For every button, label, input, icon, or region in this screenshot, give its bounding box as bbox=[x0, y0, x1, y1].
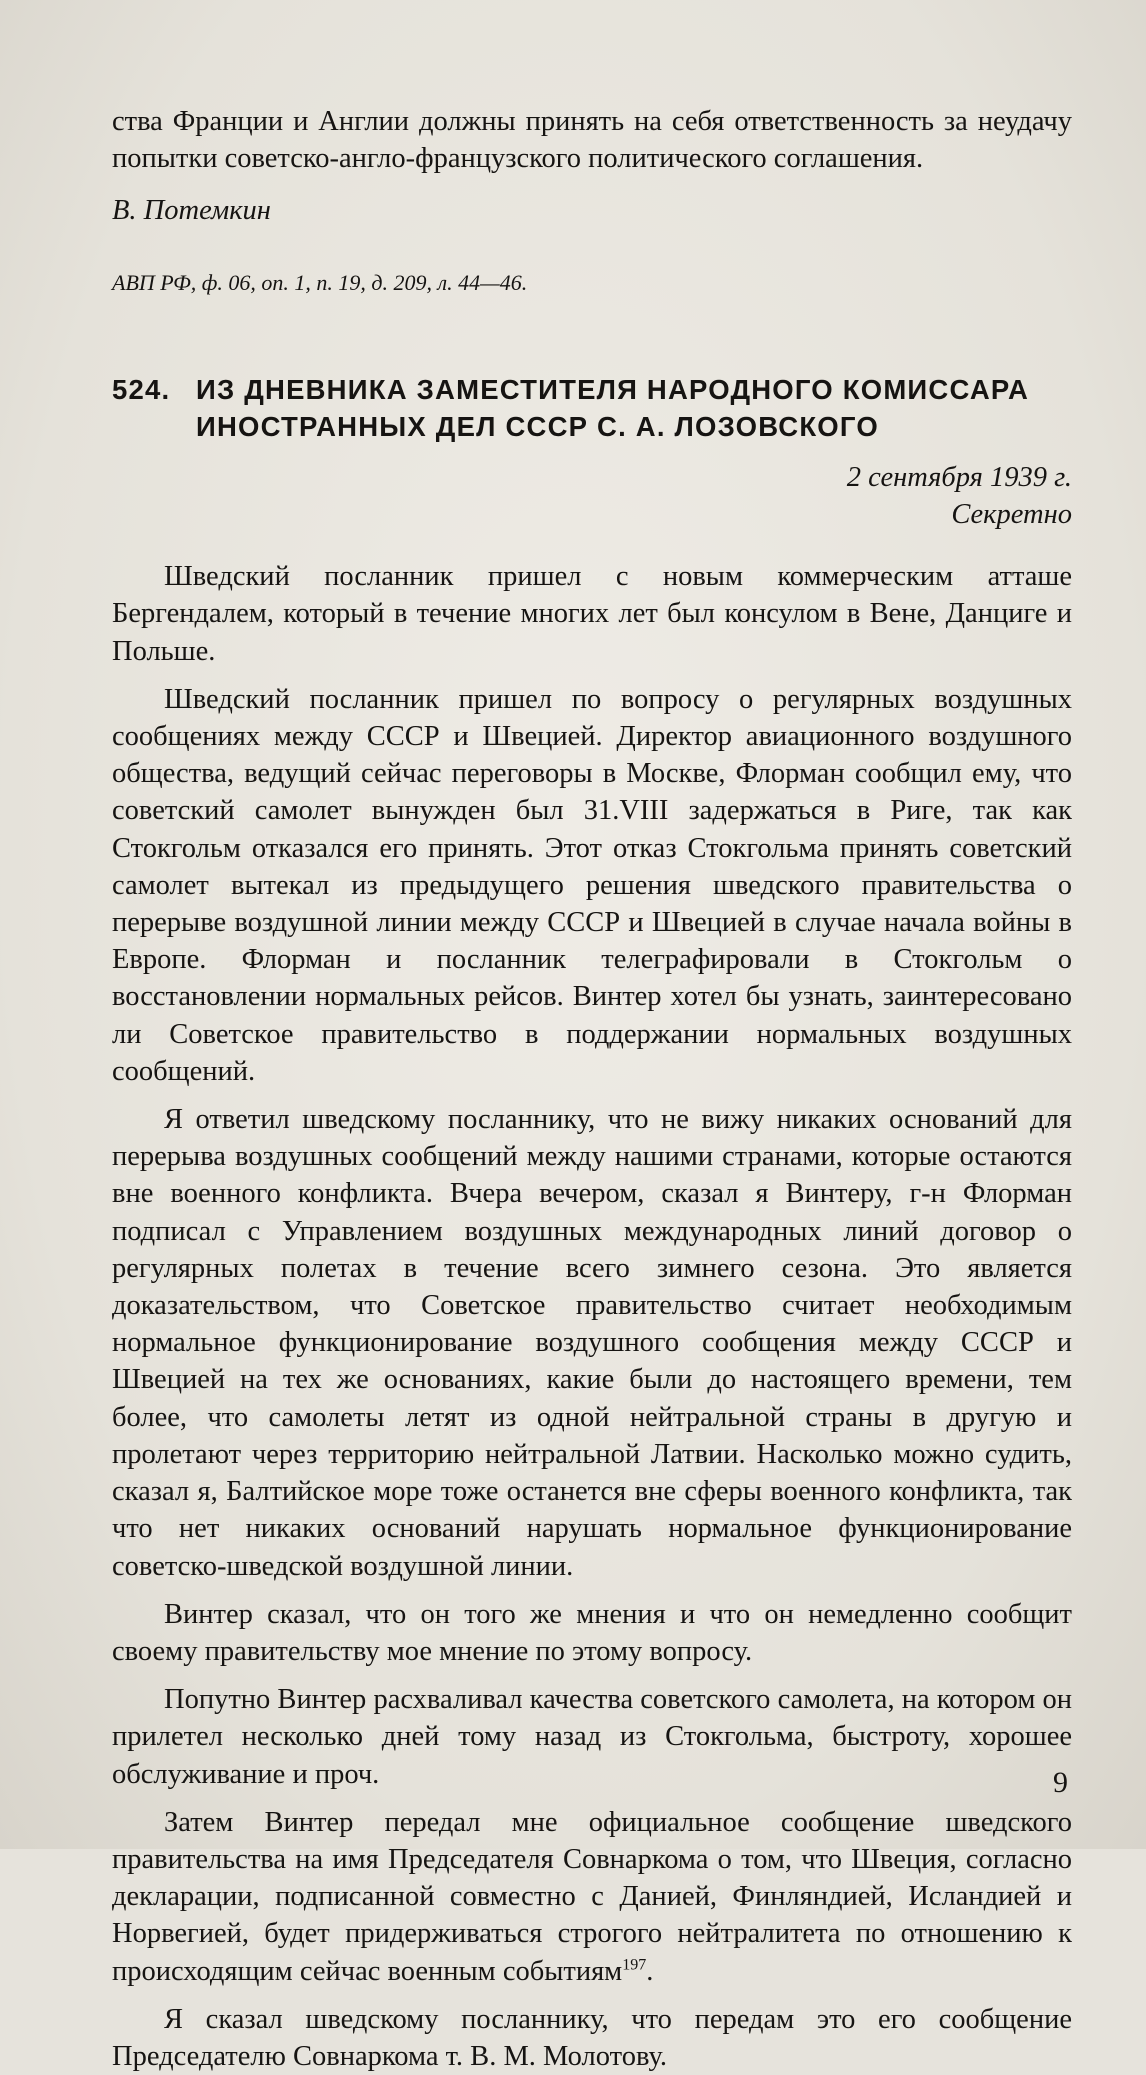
document-heading bbox=[112, 371, 1072, 445]
page-number: 9 bbox=[1053, 1766, 1068, 1799]
body-paragraph: Шведский посланник пришел по вопросу о регулярных воздушных сообщениях между СССР и Швецией. Директор авиационного воздушного общества, ведущий сейчас переговоры в Москве, Флорман сообщил ему, что советский самолет вынужден был 31.VIII задержаться в Риге, так как Стокгольм отказался его принять. Этот отказ Стокгольма принять советский самолет вытекал из предыдущего решения шведского правительства о перерыве воздушной линии между СССР и Швецией в случае начала войны в Европе. Флорман и посланник телеграфировали в Стокгольм о восстановлении нормальных рейсов. Винтер хотел бы узнать, заинтересовано ли Советское правительство в поддержании нормальных воздушных сообщений. bbox=[112, 683, 1072, 1087]
body-paragraph-with-footnote bbox=[112, 1804, 1072, 1990]
document-date: 2 сентября 1939 г. bbox=[846, 461, 1072, 493]
text-column bbox=[112, 103, 1072, 2075]
signature: В. Потемкин bbox=[112, 195, 271, 227]
archive-reference: АВП РФ, ф. 06, оп. 1, п. 19, д. 209, л. 44—46. bbox=[112, 269, 528, 295]
title-line-1: ИЗ ДНЕВНИКА ЗАМЕСТИТЕЛЯ НАРОДНОГО КОМИССАРА bbox=[196, 373, 1030, 405]
paragraph-end-punct: . bbox=[646, 1955, 654, 1987]
footnote-marker[interactable]: 197 bbox=[622, 1956, 647, 1974]
body-paragraph: Винтер сказал, что он того же мнения и что он немедленно сообщит своему правительству мое мнение по этому вопросу. bbox=[112, 1598, 1072, 1667]
document-title bbox=[196, 371, 1072, 445]
classification-label: Секретно bbox=[951, 499, 1072, 531]
paragraph-text: Затем Винтер передал мне официальное сообщение шведского правительства на имя Председателя Совнаркома о том, что Швеция, согласно декларации, подписанной совместно с Данией, Финляндией, Исландией и Норвегией, будет придерживаться строгого нейтралитета по отношению к происходящим сейчас военным событиям bbox=[112, 1806, 1072, 1987]
body-paragraph: Попутно Винтер расхваливал качества советского самолета, на котором он прилетел несколько дней тому назад из Стокгольма, быстроту, хорошее обслуживание и проч. bbox=[112, 1684, 1072, 1790]
title-line-2: ИНОСТРАННЫХ ДЕЛ СССР С. А. ЛОЗОВСКОГО bbox=[196, 410, 879, 442]
document-meta bbox=[112, 459, 1072, 533]
body-paragraph: Я ответил шведскому посланнику, что не вижу никаких оснований для перерыва воздушных сообщений между нашими странами, которые остаются вне военного конфликта. Вчера вечером, сказал я Винтеру, г-н Флорман подписал с Управлением воздушных международных линий договор о регулярных полетах в течение всего зимнего сезона. Это является доказательством, что Советское правительство считает необходимым нормальное функционирование воздушного сообщения между СССР и Швецией на тех же основаниях, какие были до настоящего времени, тем более, что самолеты летят из одной нейтральной страны в другую и пролетают через территорию нейтральной Латвии. Насколько можно судить, сказал я, Балтийское море тоже останется вне сферы военного конфликта, так что нет никаких оснований нарушать нормальное функционирование советско-шведской воздушной линии. bbox=[112, 1104, 1072, 1582]
continuation-paragraph: ства Франции и Англии должны принять на себя ответственность за неудачу попытки советско-англо-французского политического соглашения. bbox=[112, 106, 1072, 175]
body-paragraph: Шведский посланник пришел с новым коммерческим атташе Бергендалем, который в течение многих лет был консулом в Вене, Данциге и Польше. bbox=[112, 561, 1072, 667]
body-paragraph: Я сказал шведскому посланнику, что передам это его сообщение Председателю Совнаркома т. В. М. Молотову. bbox=[112, 2003, 1072, 2072]
document-number: 524. bbox=[112, 373, 171, 405]
